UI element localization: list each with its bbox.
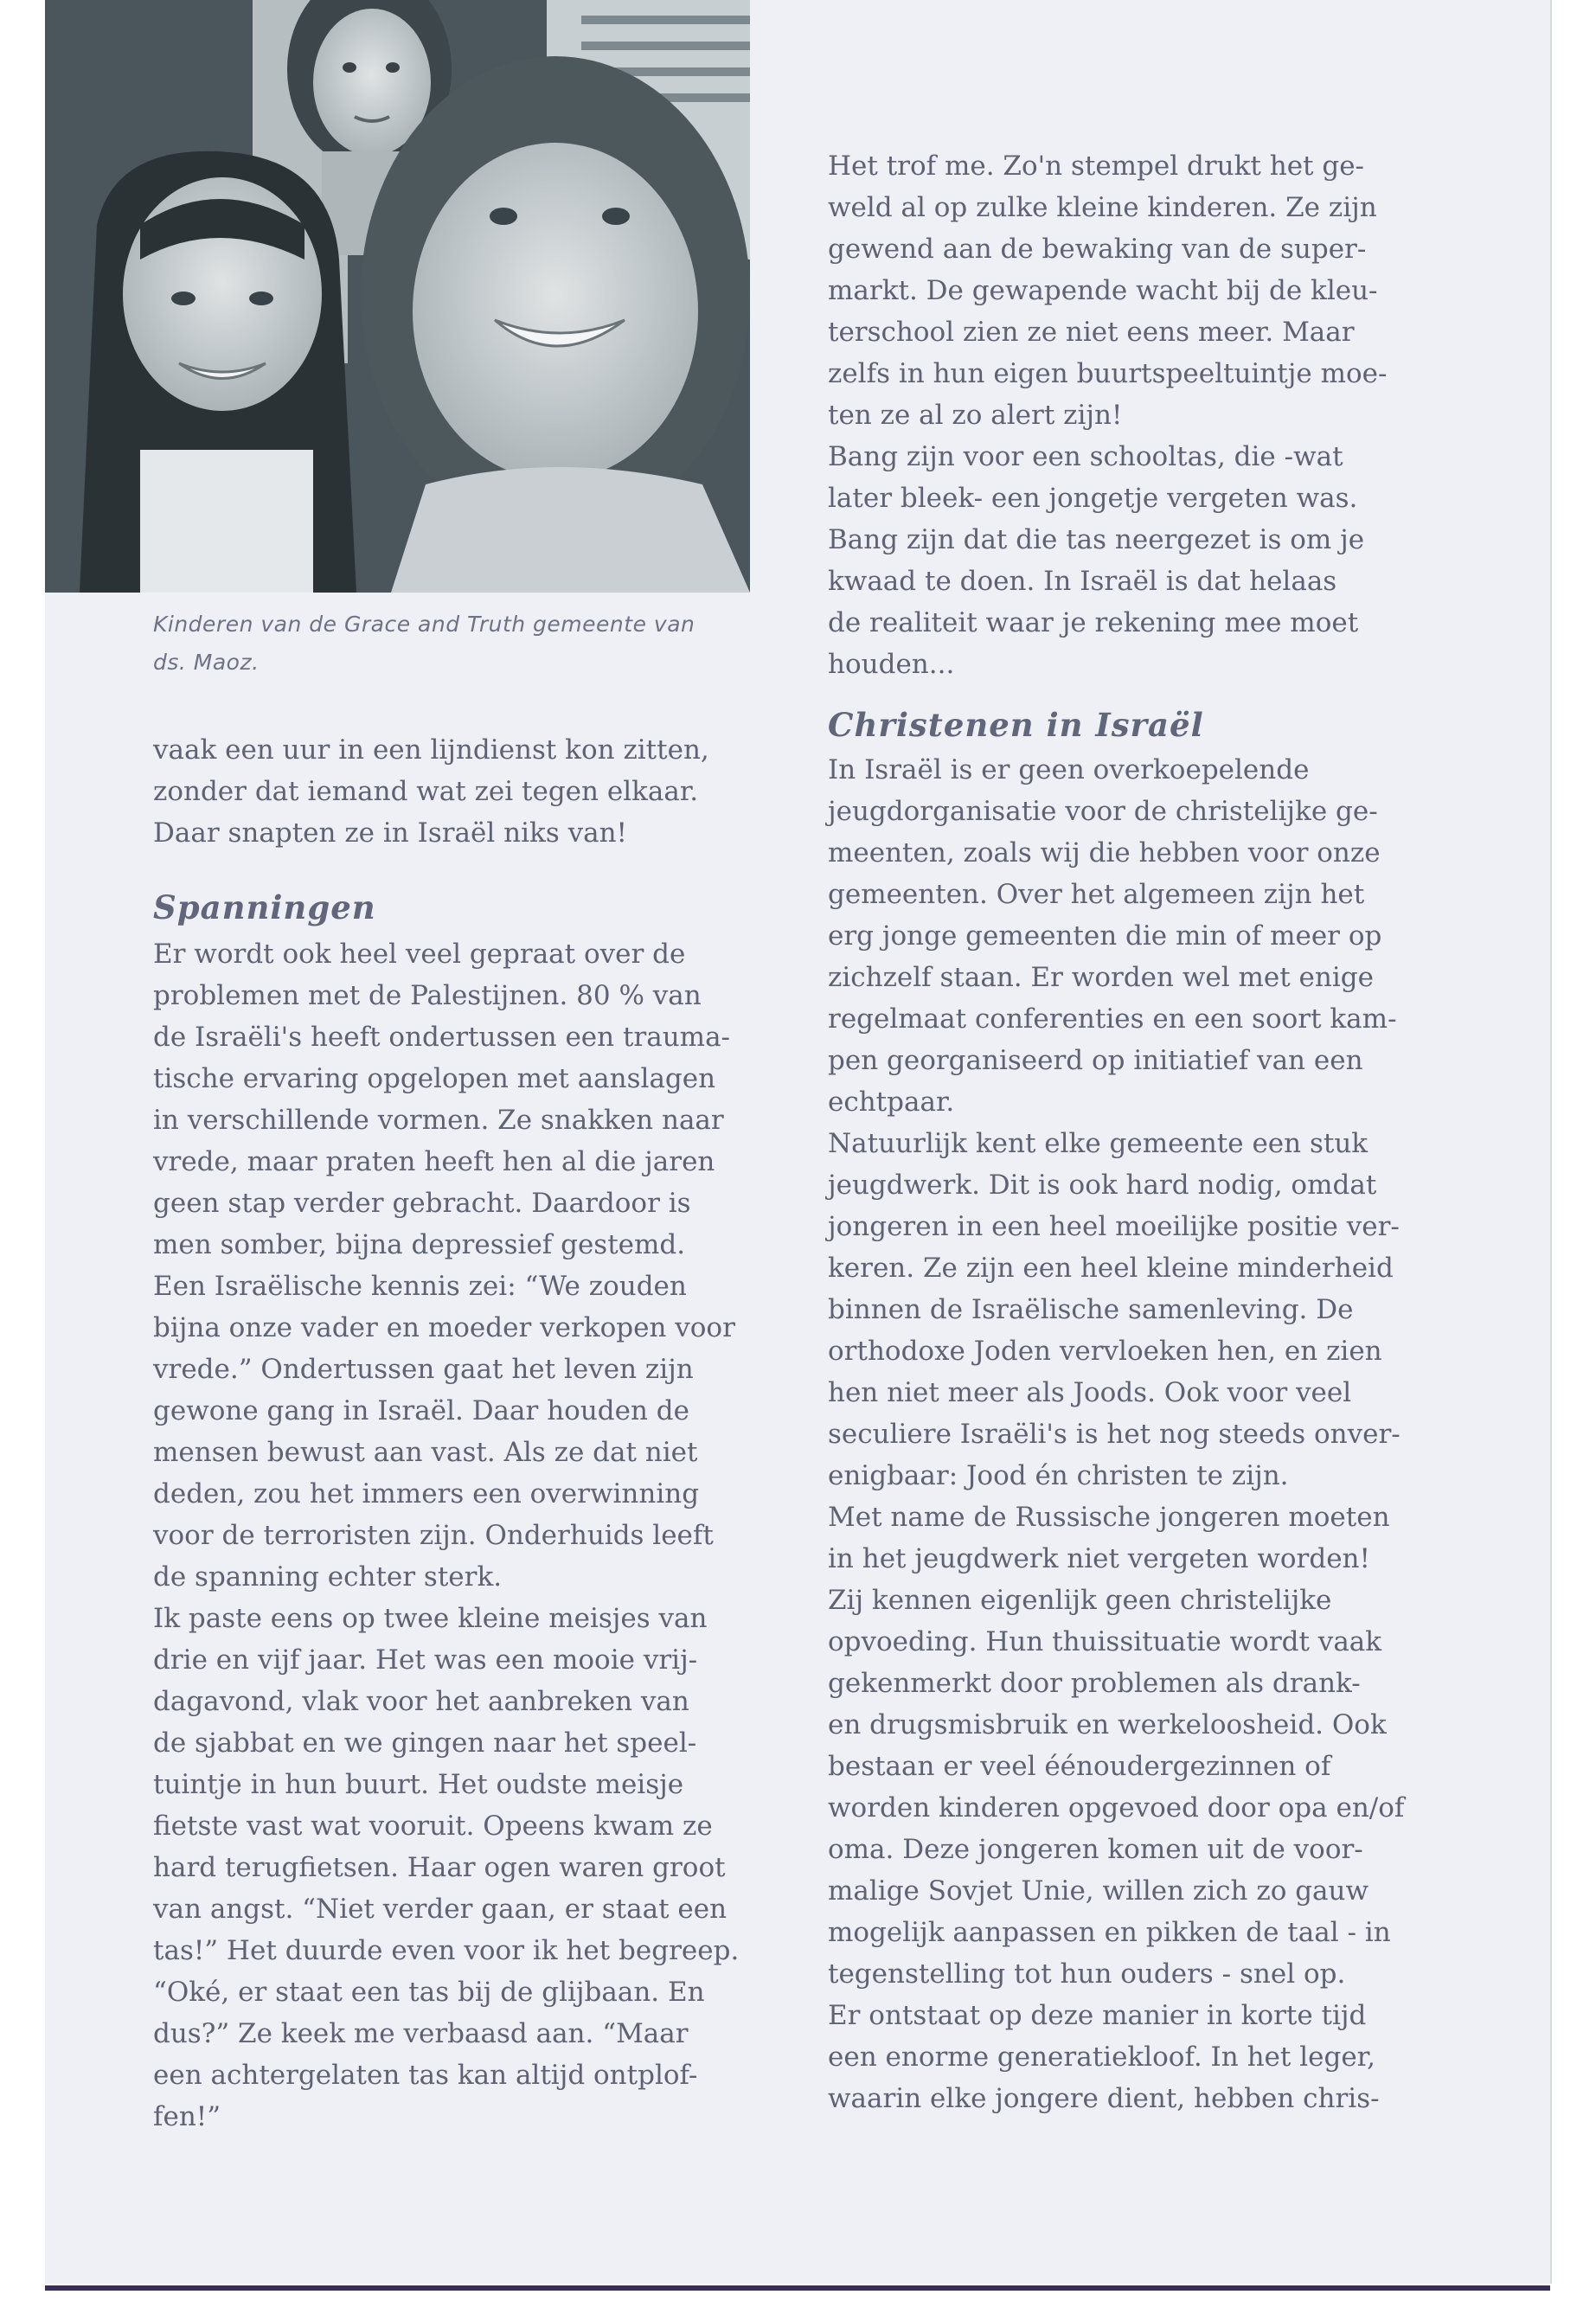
left-column: [153, 729, 819, 2138]
paragraph-spanningen-2: Ik paste eens op twee kleine meisjes van drie en vijf jaar. Het was een mooie vrij- dagavond, vlak voor het aanbreken van de sjabbat en we gingen naar het speel- tuintje in hun buurt. Het oudste meisje fietste vast wat vooruit. Opeens kwam ze hard terugfietsen. Haar ogen waren groot van angst. “Niet verder gaan, er staat een tas!” Het duurde even voor ik het begreep. “Oké, er staat een tas bij de glijbaan. En dus?” Ze keek me verbaasd aan. “Maar een achtergelaten tas kan altijd ontplof- fen!”: [153, 1603, 740, 2132]
caption-line-1: Kinderen van de Grace and Truth gemeente van: [153, 612, 695, 637]
caption-line-2: ds. Maoz.: [153, 650, 260, 675]
bottom-rule: [45, 2285, 1550, 2291]
paragraph-trof: Het trof me. Zo'n stempel drukt het ge- weld al op zulke kleine kinderen. Ze zijn gewend aan de bewaking van de super- markt. De gewapende wacht bij de kleu- terschool zien ze niet eens meer. Maar zelfs in hun eigen buurtspeeltuintje moe- ten ze al zo alert zijn!: [828, 151, 1388, 431]
intro-paragraph: vaak een uur in een lijndienst kon zitten, zonder dat iemand wat zei tegen elkaar. Daar snapten ze in Israël niks van!: [153, 734, 709, 849]
children-photo: [45, 0, 750, 593]
paragraph-christenen-2: Natuurlijk kent elke gemeente een stuk jeugdwerk. Dit is ook hard nodig, omdat jongeren in een heel moeilijke positie ver- keren. Ze zijn een heel kleine minderheid binnen de Israëlische samenleving. De orthodoxe Joden vervloeken hen, en zien hen niet meer als Joods. Ook voor veel seculiere Israëli's is het nog steeds onver- enigbaar: Jood én christen te zijn.: [828, 1128, 1401, 1491]
magazine-page: [45, 0, 1552, 2284]
paragraph-christenen-4: Er ontstaat op deze manier in korte tijd een enorme generatiekloof. In het leger, waarin elke jongere dient, hebben chris-: [828, 2000, 1380, 2114]
right-column: [828, 145, 1485, 2119]
paragraph-christenen-3: Met name de Russische jongeren moeten in het jeugdwerk niet vergeten worden! Zij kennen eigenlijk geen christelijke opvoeding. Hun thuissituatie wordt vaak gekenmerkt door problemen als drank- en drugsmisbruik en werkeloosheid. Ook bestaan er veel éénoudergezinnen of worden kinderen opgevoed door opa en/of oma. Deze jongeren komen uit de voor- malige Sovjet Unie, willen zich zo gauw mogelijk aanpassen en pikken de taal - in tegenstelling tot hun ouders - snel op.: [828, 1502, 1405, 1990]
heading-spanningen: Spanningen: [153, 888, 376, 926]
photo-caption: [153, 606, 750, 682]
heading-christenen: Christenen in Israël: [828, 706, 1204, 744]
paragraph-bang: Bang zijn voor een schooltas, die -wat later bleek- een jongetje vergeten was. Bang zijn dat die tas neergezet is om je kwaad te doen. In Israël is dat helaas de realiteit waar je rekening mee moet houden...: [828, 441, 1365, 680]
photo-illustration: [45, 0, 750, 593]
paragraph-spanningen-1: Er wordt ook heel veel gepraat over de problemen met de Palestijnen. 80 % van de Israëli's heeft ondertussen een trauma- tische ervaring opgelopen met aanslagen in verschillende vormen. Ze snakken naar vrede, maar praten heeft hen al die jaren geen stap verder gebracht. Daardoor is men somber, bijna depressief gestemd. Een Israëlische kennis zei: “We zouden bijna onze vader en moeder verkopen voor vrede.” Ondertussen gaat het leven zijn gewone gang in Israël. Daar houden de mensen bewust aan vast. Als ze dat niet deden, zou het immers een overwinning voor de terroristen zijn. Onderhuids leeft de spanning echter sterk.: [153, 939, 735, 1593]
paragraph-christenen-1: In Israël is er geen overkoepelende jeugdorganisatie voor de christelijke ge- meenten, zoals wij die hebben voor onze gemeenten. Over het algemeen zijn het erg jonge gemeenten die min of meer op zichzelf staan. Er worden wel met enige regelmaat conferenties en een soort kam- pen georganiseerd op initiatief van een echtpaar.: [828, 754, 1397, 1118]
